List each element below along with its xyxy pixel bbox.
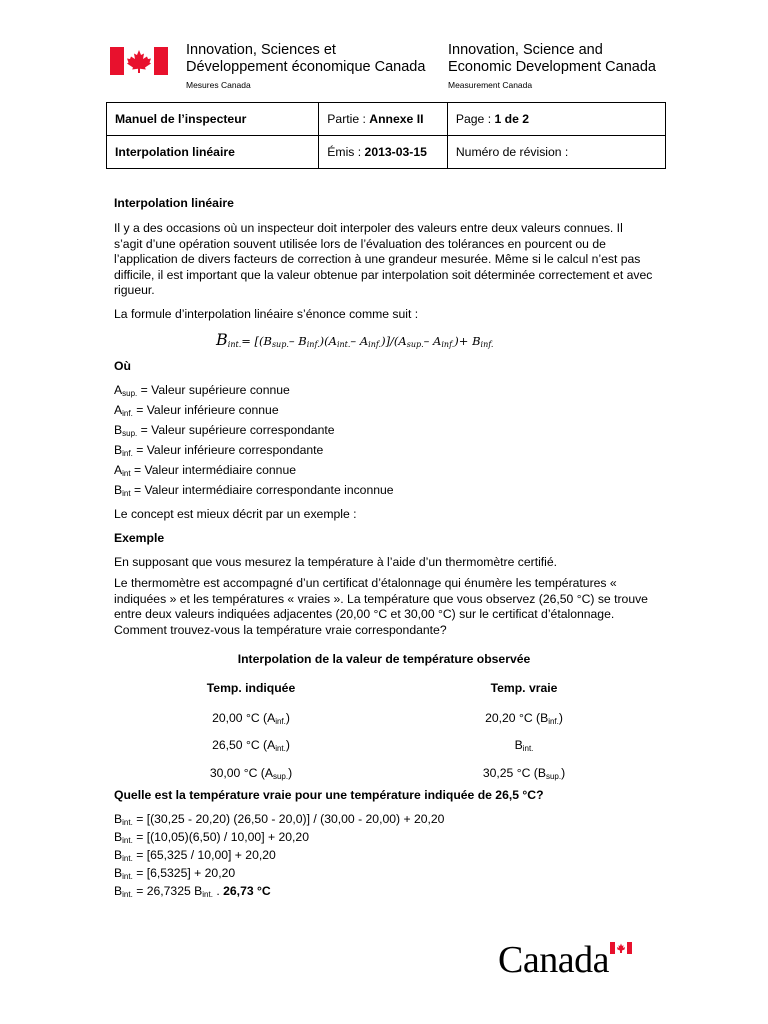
question-line: Quelle est la température vraie pour une température indiquée de 26,5 °C? — [114, 788, 544, 802]
example-paragraph-1: En supposant que vous mesurez la température à l’aide d’un thermomètre certifié. — [114, 555, 558, 569]
column-header-indicated: Temp. indiquée — [206, 681, 296, 695]
calc-step: $B_{int.} = [(10,05)(6,50) / 10,00] + 20,20$ — [114, 830, 309, 845]
calc-step: $B_{int.} = 26,7325$ $B_{int.}$ . 26,73 °C — [114, 884, 271, 899]
calculation-steps — [114, 810, 654, 900]
revision-cell: Numéro de révision : — [447, 136, 665, 169]
part-cell: Partie : Annexe II — [319, 103, 448, 136]
table-cell: 20,00 °C $(A_{inf.})$ — [212, 711, 290, 726]
issued-cell: Émis : 2013-03-15 — [319, 136, 448, 169]
table-title: Interpolation de la valeur de température observée — [237, 652, 531, 666]
page-cell: Page : 1 de 2 — [447, 103, 665, 136]
interpolation-formula: $B_{int.}= [(B_{sup.}-$ $B_{inf.})(A_{int.}-$ $A_{inf.})]/(A_{sup.}-$ $A_{inf.})+ B_{inf.}$ — [216, 330, 494, 349]
calc-step: $B_{int.} = [6,5325] + 20,20$ — [114, 866, 236, 881]
table-cell: 30,00 °C $(A_{sup.})$ — [209, 766, 293, 781]
canada-wordmark: Canada — [498, 939, 609, 981]
definition-item: $A_{sup.}$ = Valeur supérieure connue — [114, 383, 290, 398]
section-heading: Interpolation linéaire — [114, 196, 234, 210]
table-cell: 20,20 °C $(B_{inf.})$ — [485, 711, 563, 726]
definition-item: $A_{inf.}$ = Valeur inférieure connue — [114, 403, 279, 418]
definition-item: $B_{sup.}$ = Valeur supérieure correspondante — [114, 423, 335, 438]
wordmark-flag-icon — [610, 942, 632, 954]
manual-title: Manuel de l’inspecteur — [107, 103, 319, 136]
document-info-table — [106, 102, 666, 169]
concept-line: Le concept est mieux décrit par un exemple : — [114, 507, 357, 521]
column-header-true: Temp. vraie — [490, 681, 558, 695]
section-title: Interpolation linéaire — [107, 136, 319, 169]
example-paragraph-2: Le thermomètre est accompagné d’un certificat d’étalonnage qui énumère les températures « indiquées » et les températures « vraies ». La température que vous observez (26,50 °C) se trouve entre deux valeurs indiquées adjacentes (20,00 °C et 30,00 °C) sur le certificat d’étalonnage. Comment trouvez-vous la température vraie correspondante? — [114, 576, 648, 637]
department-name-fr: Innovation, Sciences et Développement économique Canada Mesures Canada — [186, 42, 426, 90]
example-heading: Exemple — [114, 531, 165, 545]
table-cell: 30,25 °C $(B_{sup.})$ — [482, 766, 566, 781]
table-cell: $B_{int.}$ — [514, 738, 534, 753]
definition-item: $B_{inf.}$ = Valeur inférieure correspondante — [114, 443, 324, 458]
definition-item: $A_{int}$ = Valeur intermédiaire connue — [114, 463, 297, 478]
calc-step: $B_{int.} = [65,325 / 10,00] + 20,20$ — [114, 848, 276, 863]
calc-step: $B_{int.} = [(30,25 - 20,20)$ (26,50 - 20,0)] / (30,00 - 20,00) + 20,20 — [114, 812, 445, 827]
where-label: Où — [114, 359, 131, 373]
result-value: 26,73 °C — [223, 884, 271, 898]
formula-intro: La formule d’interpolation linéaire s’énonce comme suit : — [114, 307, 419, 321]
definitions-list — [114, 380, 654, 500]
definition-item: $B_{int}$ = Valeur intermédiaire correspondante inconnue — [114, 483, 394, 498]
department-name-en: Innovation, Science and Economic Development Canada Measurement Canada — [448, 42, 656, 90]
canada-flag-icon — [110, 47, 168, 75]
intro-paragraph: Il y a des occasions où un inspecteur doit interpoler des valeurs entre deux valeurs connues. Il s’agit d’une opération souvent utilisée lors de l’évaluation des tolérances en pourcent ou de l’application de divers facteurs de correction à une grandeur mesurée. Même si le calcul n’est pas difficile, il est important que la valeur obtenue par interpolation soit déterminée correctement et avec rigueur. — [114, 221, 653, 297]
table-cell: 26,50 °C $(A_{int.})$ — [212, 738, 290, 753]
